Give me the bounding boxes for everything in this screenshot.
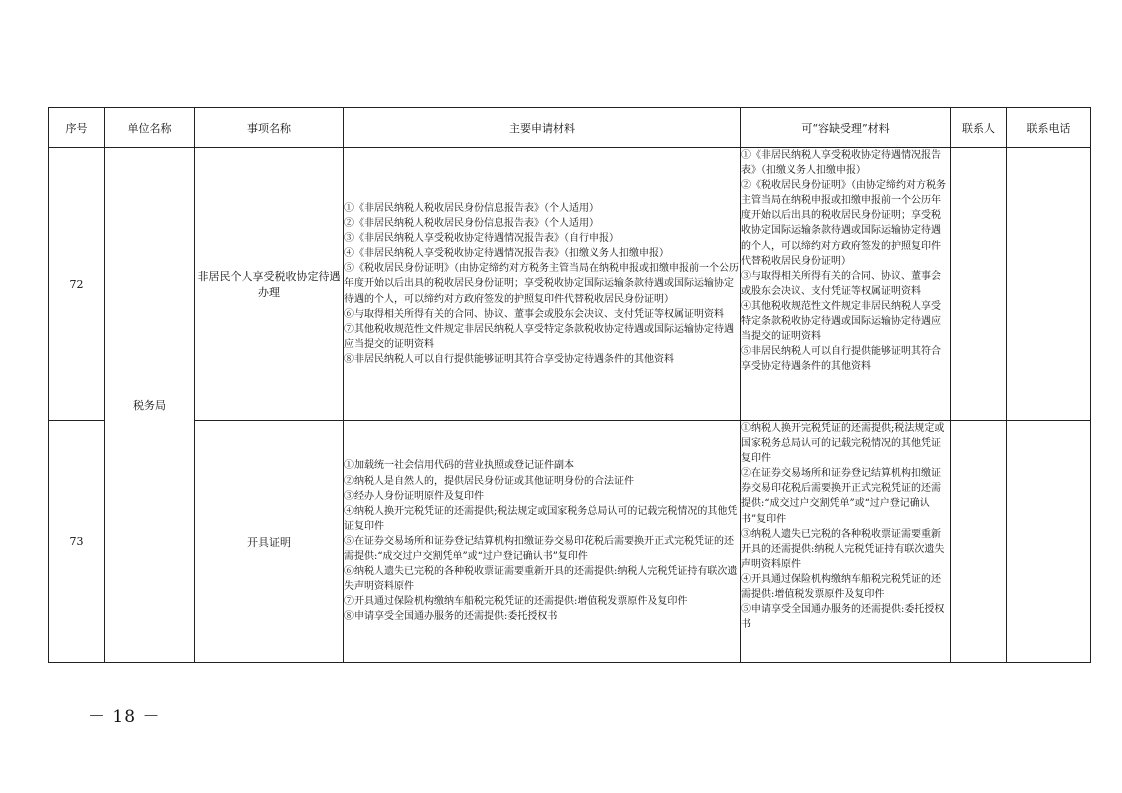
table-row bbox=[49, 148, 1091, 421]
item-name: 非居民个人享受税收协定待遇办理 bbox=[195, 148, 344, 421]
services-table bbox=[48, 107, 1091, 663]
header-no: 序号 bbox=[49, 108, 105, 148]
header-item: 事项名称 bbox=[195, 108, 344, 148]
deferrable-cell bbox=[741, 421, 951, 663]
phone-cell bbox=[1007, 148, 1091, 421]
row-number: 72 bbox=[49, 148, 105, 421]
materials-cell bbox=[344, 421, 741, 663]
deferrable-item: ④其他税收规范性文件规定非居民纳税人享受特定条款税收协定待遇或国际运输协定待遇应当提交的证明资料 bbox=[741, 300, 941, 343]
deferrable-item: ④开具通过保险机构缴纳车船税完税凭证的还需提供:增值税发票原件及复印件 bbox=[741, 573, 941, 601]
material-item: ⑦其他税收规范性文件规定非居民纳税人享受特定条款税收协定待遇或国际运输协定待遇应当提交的证明资料 bbox=[344, 323, 734, 350]
deferrable-cell bbox=[741, 148, 951, 421]
material-item: ①加载统一社会信用代码的营业执照或登记证件副本 bbox=[344, 460, 574, 472]
material-item: ⑤《税收居民身份证明》（由协定缔约对方税务主管当局在纳税申报或扣缴申报前一个公历年度开始以后出具的税收居民身份证明；享受税收协定国际运输条款待遇或国际运输协定待遇的个人，可以缔约对方政府签发的护照复印件代替税收居民身份证明） bbox=[344, 263, 739, 305]
row-number: 73 bbox=[49, 421, 105, 663]
material-item: ③《非居民纳税人享受税收协定待遇情况报告表》（自行申报） bbox=[344, 233, 619, 245]
material-item: ④纳税人换开完税凭证的还需提供;税法规定或国家税务总局认可的记载完税情况的其他凭证复印件 bbox=[344, 505, 738, 532]
deferrable-item: ③与取得相关所得有关的合同、协议、董事会或股东会决议、支付凭证等权属证明资料 bbox=[741, 270, 941, 297]
material-item: ⑦开具通过保险机构缴纳车船税完税凭证的还需提供:增值税发票原件及复印件 bbox=[344, 596, 688, 608]
material-item: ②纳税人是自然人的，提供居民身份证或其他证明身份的合法证件 bbox=[344, 475, 634, 487]
header-deferrable: 可“容缺受理”材料 bbox=[741, 108, 951, 148]
material-item: ⑧非居民纳税人可以自行提供能够证明其符合享受协定待遇条件的其他资料 bbox=[344, 353, 674, 365]
material-item: ⑧申请享受全国通办服务的还需提供:委托授权书 bbox=[344, 611, 558, 623]
header-row bbox=[49, 108, 1091, 148]
deferrable-item: ⑤申请享受全国通办服务的还需提供:委托授权书 bbox=[741, 604, 945, 631]
phone-cell bbox=[1007, 421, 1091, 663]
material-item: ⑤在证券交易场所和证券登记结算机构扣缴证券交易印花税后需要换开正式完税凭证的还需提供:“成交过户交割凭单”或“过户登记确认书”复印件 bbox=[344, 535, 734, 563]
header-contact: 联系人 bbox=[951, 108, 1007, 148]
material-item: ①《非居民纳税人税收居民身份信息报告表》（个人适用） bbox=[344, 202, 599, 214]
header-unit: 单位名称 bbox=[105, 108, 195, 148]
contact-cell bbox=[951, 421, 1007, 663]
unit-name: 税务局 bbox=[105, 148, 195, 663]
material-item: ⑥纳税人遗失已完税的各种税收票证需要重新开具的还需提供:纳税人完税凭证持有联次遗失声明资料原件 bbox=[344, 566, 738, 593]
header-phone: 联系电话 bbox=[1007, 108, 1091, 148]
deferrable-item: ②《税收居民身份证明》（由协定缔约对方税务主管当局在纳税申报或扣缴申报前一个公历年度开始以后出具的税收居民身份证明；享受税收协定国际运输条款待遇或国际运输协定待遇的个人，可以缔约对方政府签发的护照复印件代替税收居民身份证明） bbox=[741, 180, 946, 267]
material-item: ②《非居民纳税人税收居民身份信息报告表》（个人适用） bbox=[344, 218, 599, 230]
material-item: ⑥与取得相关所得有关的合同、协议、董事会或股东会决议、支付凭证等权属证明资料 bbox=[344, 308, 724, 320]
item-name: 开具证明 bbox=[195, 421, 344, 663]
deferrable-item: ⑤非居民纳税人可以自行提供能够证明其符合享受协定待遇条件的其他资料 bbox=[741, 346, 941, 373]
table-row bbox=[49, 421, 1091, 663]
material-item: ③经办人身份证明原件及复印件 bbox=[344, 490, 484, 502]
contact-cell bbox=[951, 148, 1007, 421]
deferrable-item: ①纳税人换开完税凭证的还需提供;税法规定或国家税务总局认可的记载完税情况的其他凭证复印件 bbox=[741, 423, 945, 465]
header-materials: 主要申请材料 bbox=[344, 108, 741, 148]
deferrable-item: ③纳税人遗失已完税的各种税收票证需要重新开具的还需提供:纳税人完税凭证持有联次遗失声明资料原件 bbox=[741, 528, 945, 570]
materials-cell bbox=[344, 148, 741, 421]
deferrable-item: ②在证券交易场所和证券登记结算机构扣缴证券交易印花税后需要换开正式完税凭证的还需提供:“成交过户交割凭单”或“过户登记确认书”复印件 bbox=[741, 468, 941, 525]
material-item: ④《非居民纳税人享受税收协定待遇情况报告表》（扣缴义务人扣缴申报） bbox=[344, 248, 669, 260]
deferrable-item: ①《非居民纳税人享受税收协定待遇情况报告表》（扣缴义务人扣缴申报） bbox=[741, 150, 941, 177]
page-number: － 18 － bbox=[88, 707, 161, 727]
